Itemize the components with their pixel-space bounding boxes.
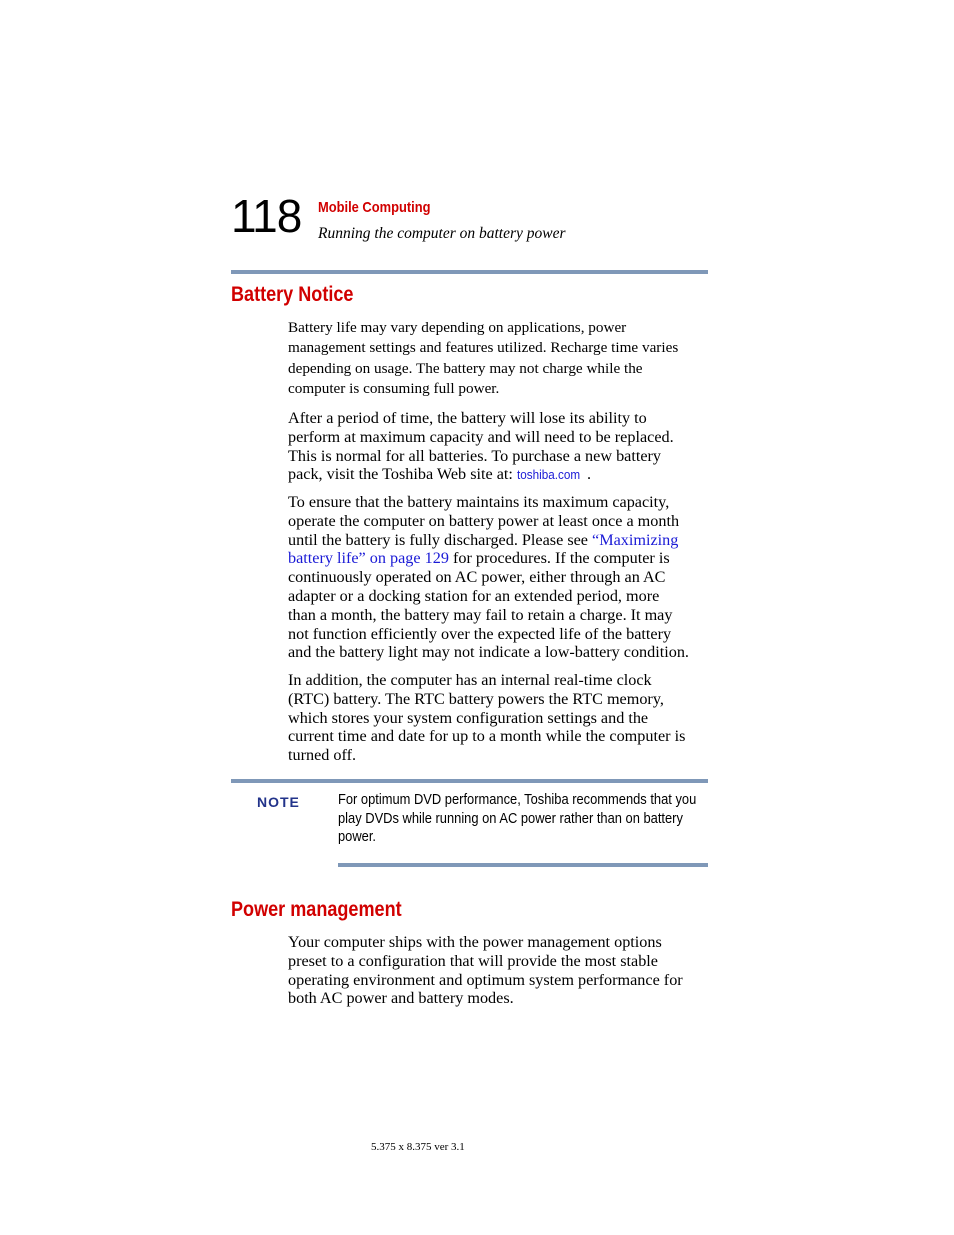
text-line xyxy=(288,549,712,568)
text-line: For optimum DVD performance, Toshiba recommends that you xyxy=(338,791,697,808)
maximizing-battery-life-link-continued[interactable]: battery life” on page 129 xyxy=(288,549,449,568)
text-line: current time and date for up to a month while the computer is xyxy=(288,727,686,746)
text-line: operate the computer on battery power at least once a month xyxy=(288,511,680,530)
text-fragment: . xyxy=(587,465,592,484)
text-line: operating environment and optimum system performance for xyxy=(288,970,683,989)
text-line: Battery life may vary depending on applications, power xyxy=(288,319,627,336)
battery-notice-heading: Battery Notice xyxy=(231,283,354,306)
battery-notice-paragraph-3 xyxy=(288,493,712,662)
power-management-paragraph-1 xyxy=(288,933,712,1008)
battery-notice-paragraph-1 xyxy=(288,318,712,399)
text-line: computer is consuming full power. xyxy=(288,379,500,397)
page-number: 118 xyxy=(231,190,302,242)
battery-notice-paragraph-4 xyxy=(288,671,712,765)
section-divider xyxy=(231,270,708,274)
text-line: power. xyxy=(338,828,377,845)
text-line: adapter or a docking station for an extended period, more xyxy=(288,586,660,605)
text-line: perform at maximum capacity and will need to be replaced. xyxy=(288,427,674,446)
note-text xyxy=(338,791,734,847)
maximizing-battery-life-link[interactable]: “Maximizing xyxy=(592,530,679,549)
text-line: continuously operated on AC power, either through an AC xyxy=(288,568,666,587)
text-line: preset to a configuration that will provide the most stable xyxy=(288,951,658,970)
note-bottom-divider xyxy=(338,863,708,867)
text-line: depending on usage. The battery may not charge while the xyxy=(288,359,643,377)
text-line: play DVDs while running on AC power rather than on battery xyxy=(338,809,683,827)
note-label: NOTE xyxy=(257,794,300,810)
text-line: turned off. xyxy=(288,746,357,765)
text-line: (RTC) battery. The RTC battery powers the RTC memory, xyxy=(288,689,664,708)
text-line: In addition, the computer has an internal real-time clock xyxy=(288,671,652,689)
battery-notice-paragraph-2 xyxy=(288,409,712,485)
note-top-divider xyxy=(231,779,708,783)
text-fragment: pack, visit the Toshiba Web site at: xyxy=(288,465,517,484)
text-fragment: until the battery is fully discharged. Please see xyxy=(288,530,593,549)
toshiba-website-link[interactable]: toshiba.com xyxy=(516,467,581,483)
text-line: To ensure that the battery maintains its maximum capacity, xyxy=(288,493,670,511)
footer-version: 5.375 x 8.375 ver 3.1 xyxy=(371,1141,465,1153)
text-line: both AC power and battery modes. xyxy=(288,989,514,1008)
text-fragment: for procedures. If the computer is xyxy=(448,549,670,568)
text-line: This is normal for all batteries. To purchase a new battery xyxy=(288,446,662,465)
text-line: which stores your system configuration settings and the xyxy=(288,708,649,727)
text-line xyxy=(288,531,712,550)
text-line: than a month, the battery may fail to retain a charge. It may xyxy=(288,605,673,624)
chapter-title: Mobile Computing xyxy=(318,199,431,216)
text-line: management settings and features utilized. Recharge time varies xyxy=(288,339,679,357)
power-management-heading: Power management xyxy=(231,898,402,921)
text-line: Your computer ships with the power management options xyxy=(288,933,662,951)
text-line: After a period of time, the battery will lose its ability to xyxy=(288,409,647,427)
text-line: and the battery light may not indicate a low-battery condition. xyxy=(288,643,689,662)
section-subtitle: Running the computer on battery power xyxy=(318,225,566,242)
text-line xyxy=(288,465,712,485)
text-line: not function efficiently over the expected life of the battery xyxy=(288,624,672,643)
